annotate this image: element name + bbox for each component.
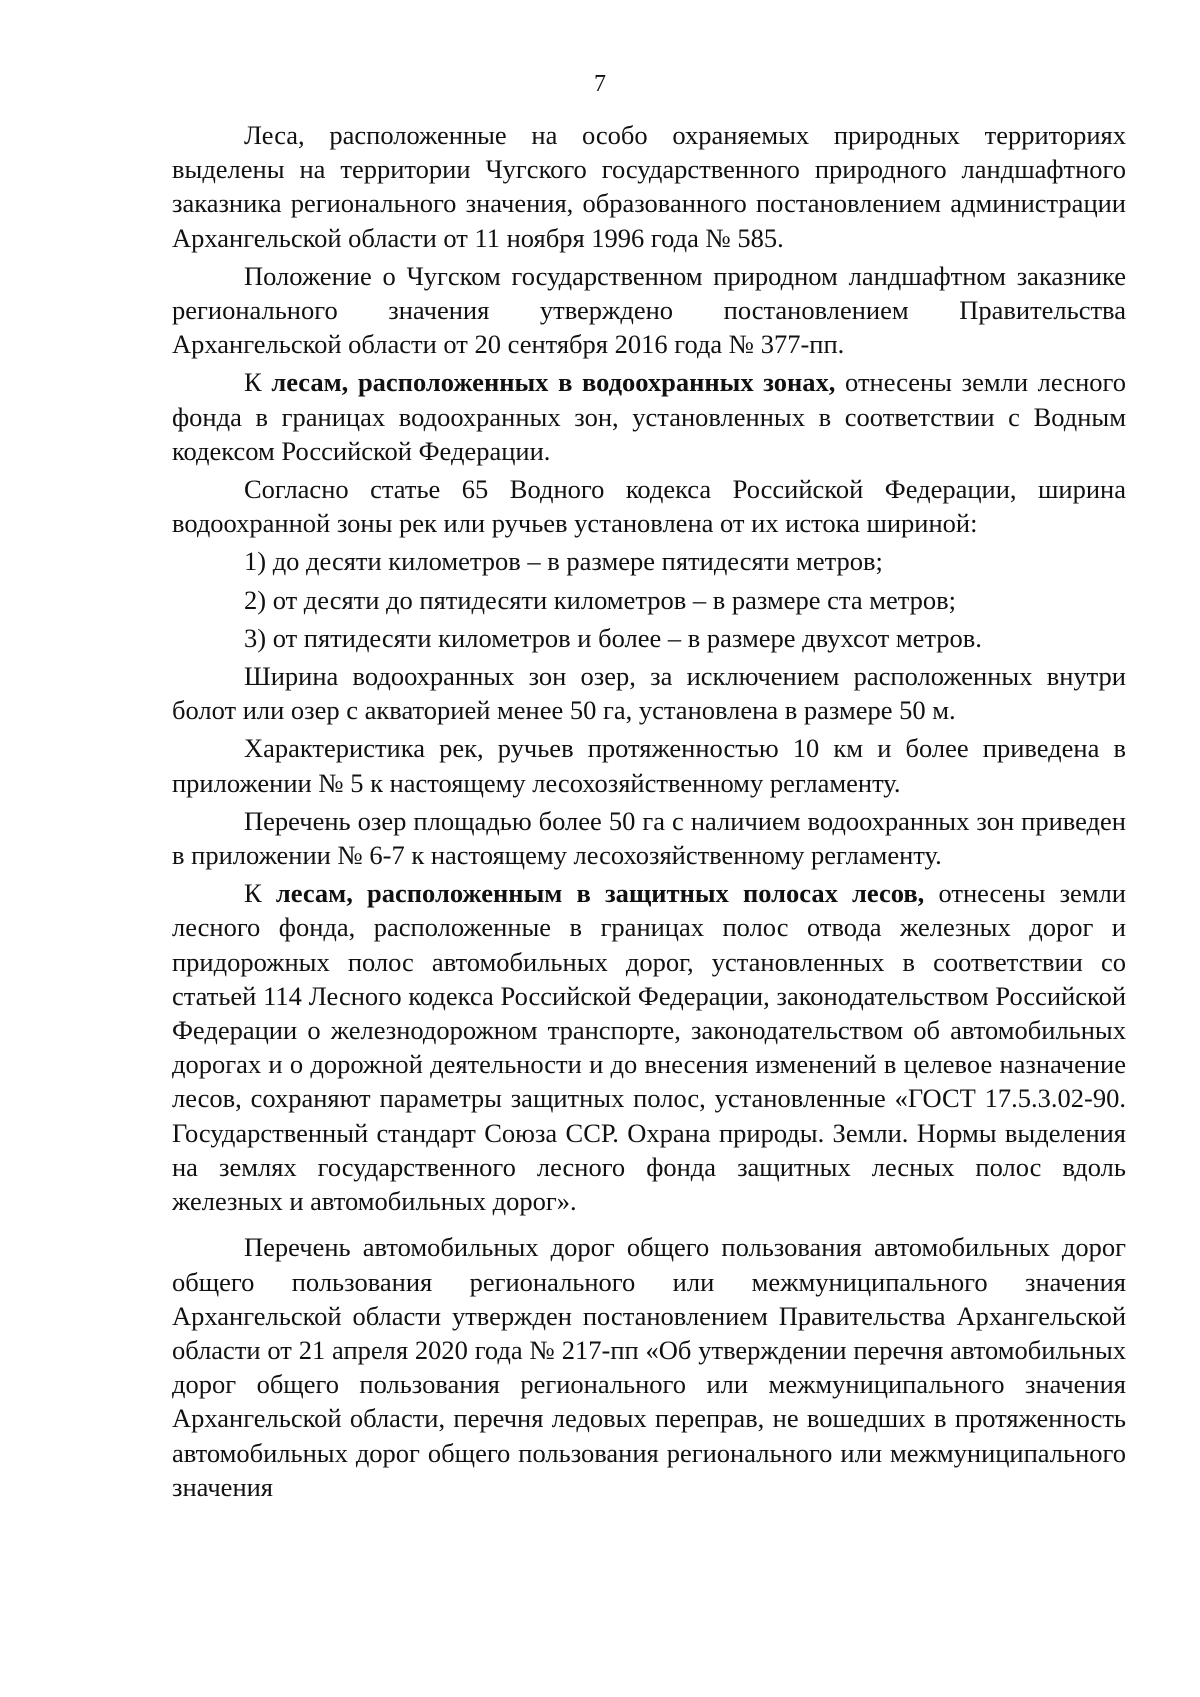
paragraph-rest: отнесены земли лесного фонда в границах водоохранных зон, установленных в соответствии с Водным кодексом Российской Федерации.: [172, 367, 1126, 466]
paragraph-lakes-appendix: Перечень озер площадью более 50 га с наличием водоохранных зон приведен в приложении № 6-7 к настоящему лесохозяйственному регламенту.: [172, 805, 1126, 871]
paragraph-lead: К: [244, 367, 272, 398]
paragraph-roads-list: Перечень автомобильных дорог общего пользования автомобильных дорог общего пользования регионального или межмуниципального значения Архангельской области утвержден постановлением Правительства Архангельской области от 21 апреля 2020 года № 217-пп «Об утверждении перечня автомобильных дорог общего пользования регионального или межмуниципального значения Архангельской области, перечня ледовых переправ, не вошедших в протяженность автомобильных дорог общего пользования регионального или межмуниципального значения: [172, 1232, 1126, 1502]
paragraph-water-protection-zones: [172, 365, 1126, 468]
paragraph-water-code-article: Согласно статье 65 Водного кодекса Российской Федерации, ширина водоохранной зоны рек или ручьев установлена от их истока шириной:: [172, 474, 1126, 539]
paragraph-protective-strips: [172, 876, 1126, 1218]
paragraph-rest: отнесены земли лесного фонда, расположенные в границах полос отвода железных дорог и придорожных полос автомобильных дорог, установленных в соответствии со статьей 114 Лесного кодекса Российской Федерации, законодательством Российской Федерации о железнодорожном транспорте, законодательством об автомобильных дорогах и о дорожной деятельности и до внесения изменений в целевое назначение лесов, сохраняют параметры защитных полос, установленные «ГОСТ 17.5.3.02-90. Государственный стандарт Союза ССР. Охрана природы. Земли. Нормы выделения на землях государственного лесного фонда защитных лесных полос вдоль железных и автомобильных дорог».: [172, 878, 1126, 1217]
paragraph-rivers-appendix: Характеристика рек, ручьев протяженностью 10 км и более приведена в приложении № 5 к настоящему лесохозяйственному регламенту.: [172, 733, 1126, 798]
paragraph-protected-territories: Леса, расположенные на особо охраняемых природных территориях выделены на территории Чугского государственного природного ландшафтного заказника регионального значения, образованного постановлением администрации Архангельской области от 11 ноября 1996 года № 585.: [172, 120, 1126, 253]
list-item: 1) до десяти километров – в размере пятидесяти метров;: [244, 546, 883, 577]
document-body: [172, 118, 1126, 1504]
bold-term-water-zones: лесам, расположенных в водоохранных зонах,: [271, 367, 836, 398]
list-item: 3) от пятидесяти километров и более – в размере двухсот метров.: [244, 622, 982, 653]
paragraph-lake-zone-width: Ширина водоохранных зон озер, за исключением расположенных внутри болот или озер с акваторией менее 50 га, установлена в размере 50 м.: [172, 661, 1126, 726]
page-number: 7: [594, 71, 606, 97]
bold-term-protective-strips: лесам, расположенным в защитных полосах лесов,: [275, 878, 925, 909]
paragraph-lead: К: [244, 878, 276, 909]
paragraph-chuga-reserve-regulation: Положение о Чугском государственном природном ландшафтном заказнике регионального значения утверждено постановлением Правительства Архангельской области от 20 сентября 2016 года № 377-пп.: [172, 260, 1126, 360]
list-item: 2) от десяти до пятидесяти километров – в размере ста метров;: [244, 584, 957, 615]
